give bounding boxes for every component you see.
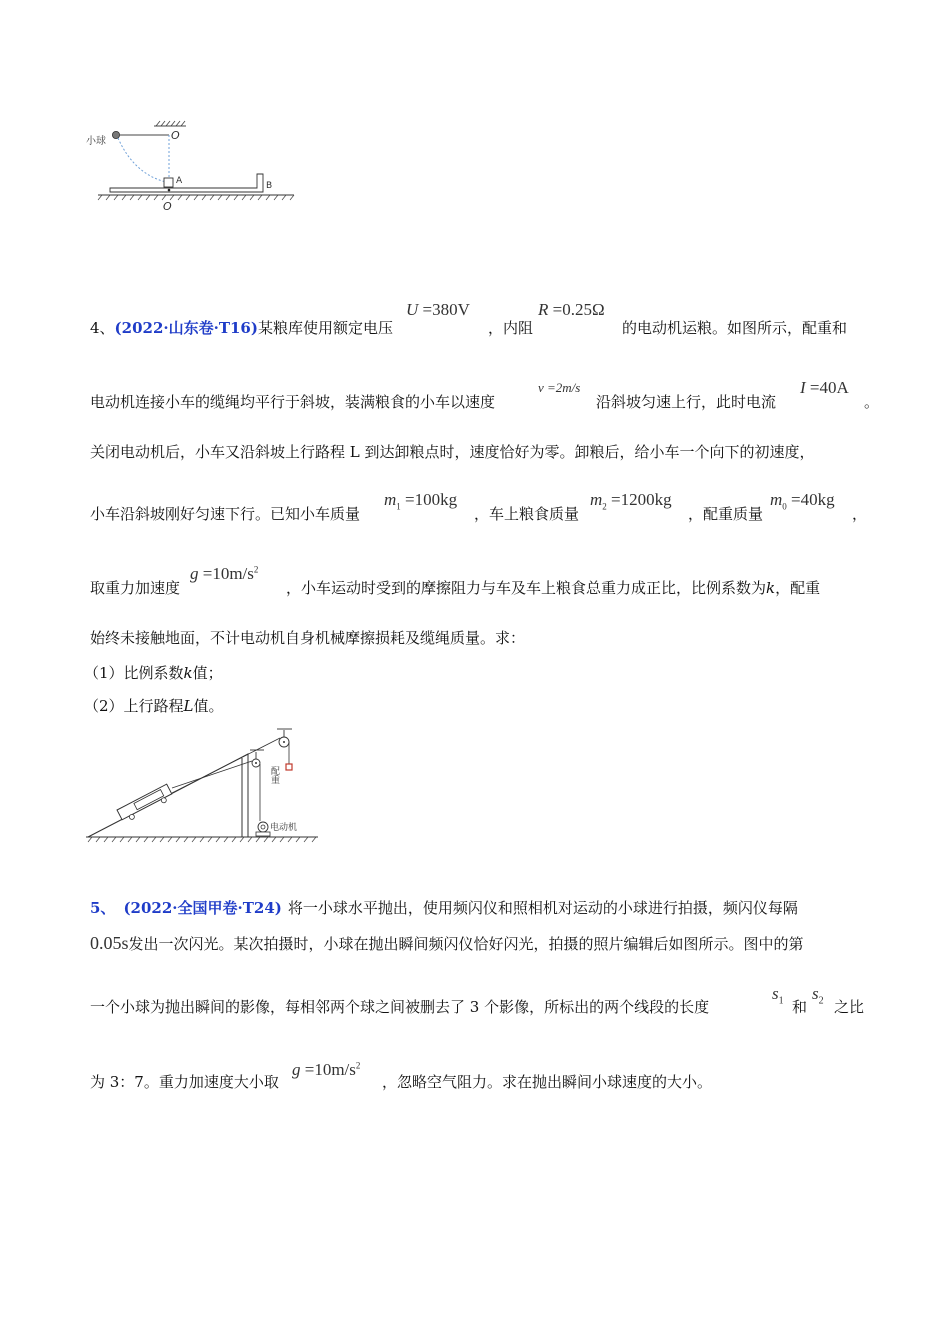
fig1-wall-label: B — [266, 181, 273, 191]
figure-incline-motor — [84, 724, 320, 848]
fig1-block-label: A — [176, 176, 183, 186]
q5-number: 5、 — [90, 899, 116, 917]
q4-mass-counterweight: $m_0 =40kg$ — [770, 490, 835, 512]
q5-line-3: 一个小球为抛出瞬间的影像，每相邻两个球之间被删去了 3 个影像，所标出的两个线段的长度 — [90, 998, 710, 1016]
fig1-point-label: O — [163, 200, 172, 213]
fig2-motor-label: 电动机 — [270, 823, 298, 833]
q4-mass-cart: $m_1 =100kg$ — [384, 490, 458, 512]
q4-number: 4、 — [90, 319, 115, 337]
q4-line-1b: ，内阻 — [488, 319, 534, 337]
q4-line-4b: ，车上粮食质量 — [474, 505, 580, 523]
q5-line-3c: 之比 — [834, 998, 865, 1016]
q4-line-5: 取重力加速度 — [90, 579, 181, 597]
q5-line-3b: 和 — [792, 998, 808, 1016]
q4-line-1c: 的电动机运粮。如图所示，配重和 — [622, 319, 848, 337]
q4-line-6: 始终未接触地面，不计电动机自身机械摩擦损耗及缆绳质量。求： — [90, 629, 526, 647]
q5-gravity: $g =10m/s^2$ — [292, 1060, 361, 1079]
q4-line-4c: ，配重质量 — [688, 505, 764, 523]
q5-line-1: 5、 (2022·全国甲卷·T24) 将一小球水平抛出，使用频闪仪和照相机对运动的小球进行拍摄，频闪仪每隔 — [90, 899, 798, 917]
fig1-ball-label: 小球 — [86, 136, 106, 147]
q4-velocity: v =2m/s — [538, 380, 581, 395]
q4-part-1: （1）比例系数k值； — [84, 664, 223, 682]
q4-gravity: $g =10m/s^2$ — [190, 564, 259, 583]
q4-current: I =40A — [800, 378, 849, 397]
q4-line-4: 小车沿斜坡刚好匀速下行。已知小车质量 — [90, 505, 361, 523]
q4-voltage: U =380V — [406, 300, 470, 319]
q5-line-2: 0.05s发出一次闪光。某次拍摄时，小球在抛出瞬间频闪仪恰好闪光，拍摄的照片编辑后如图所示。图中的第 — [90, 933, 804, 953]
fig2-counterweight-label: 配重 — [269, 766, 279, 784]
q4-line-2: 电动机连接小车的缆绳均平行于斜坡，装满粮食的小车以速度 — [90, 393, 496, 411]
figure-pendulum-cart — [82, 118, 302, 214]
q4-line-2b: 沿斜坡匀速上行，此时电流 — [596, 393, 777, 411]
q5-line-4b: ，忽略空气阻力。求在抛出瞬间小球速度的大小。 — [382, 1073, 713, 1091]
q4-part-2: （2）上行路程L值。 — [84, 697, 224, 715]
q5-source: (2022·全国甲卷·T24) — [123, 899, 282, 917]
fig1-pivot-label: O — [171, 129, 180, 142]
q5-segment-s1: $s_1$ — [772, 984, 784, 1007]
q4-line-3: 关闭电动机后，小车又沿斜坡上行路程 L 到达卸粮点时，速度恰好为零。卸粮后，给小车一个向下的初速度， — [90, 443, 815, 461]
q4-line-1: 4、(2022·山东卷·T16)某粮库使用额定电压 — [90, 319, 393, 337]
q4-mass-grain: $m_2 =1200kg$ — [590, 490, 672, 512]
q4-line-4d: ， — [852, 505, 868, 523]
q4-line-5b: ，小车运动时受到的摩擦阻力与车及车上粮食总重力成正比，比例系数为k，配重 — [286, 579, 821, 597]
q5-line-4: 为 3：7。重力加速度大小取 — [90, 1073, 279, 1091]
q4-source: (2022·山东卷·T16) — [114, 319, 258, 337]
q4-line-2c: 。 — [864, 393, 880, 411]
q4-resistance: R =0.25Ω — [538, 300, 605, 319]
q5-segment-s2: $s_2$ — [812, 984, 824, 1007]
